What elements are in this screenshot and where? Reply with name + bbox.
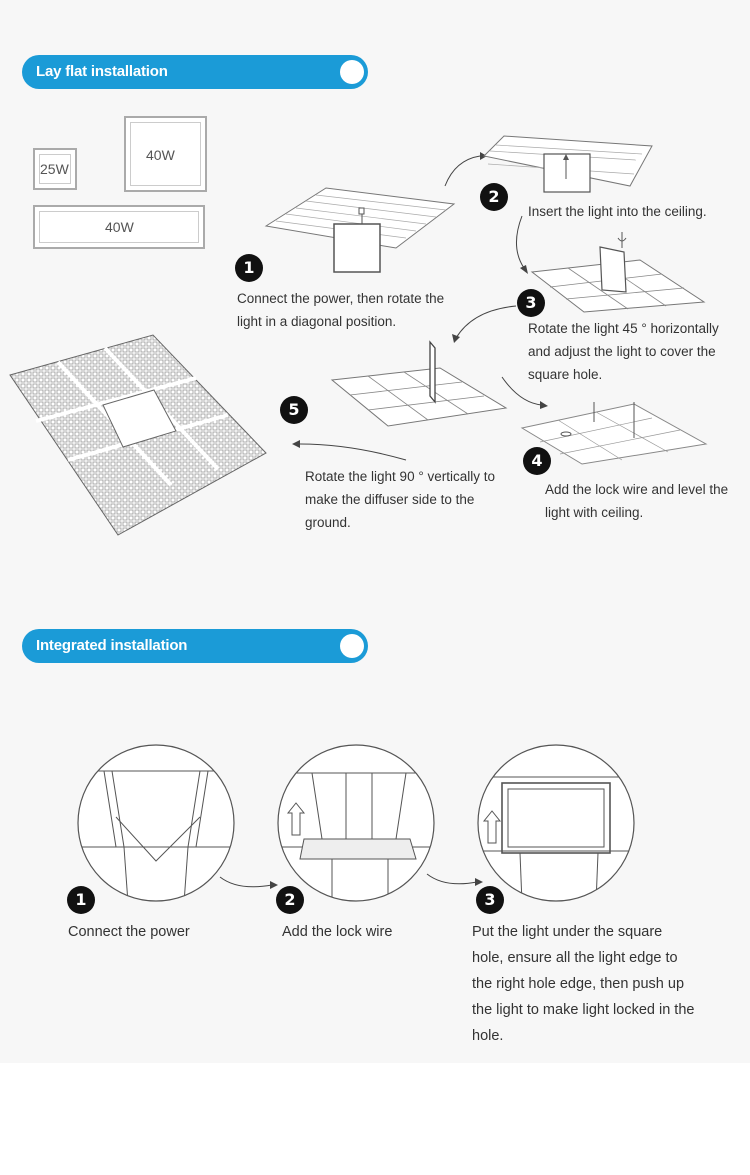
lay-step3-badge: 3: [517, 289, 545, 317]
lay-step2-text: Insert the light into the ceiling.: [528, 204, 707, 219]
int-step1-text: Connect the power: [68, 924, 190, 940]
panel-40w-long: [33, 205, 205, 249]
arrow-1-to-2-icon: [440, 150, 490, 190]
int-arrow-2-icon: [425, 872, 485, 892]
lay-step1-text: Connect the power, then rotate the light in a diagonal position.: [237, 291, 445, 329]
step2-illustration: [484, 134, 654, 196]
arrow-to-ceiling-icon: [290, 436, 410, 466]
lay-step3-text: Rotate the light 45 ° horizontally and adjust the light to cover the square hole.: [528, 321, 719, 382]
lay-flat-banner: [22, 55, 368, 89]
panel-40w-long-label: 40W: [105, 219, 134, 235]
lay-step5-text: Rotate the light 90 ° vertically to make the diffuser side to the ground.: [305, 469, 495, 530]
int-step1-badge: 1: [67, 886, 95, 914]
integrated-banner: [22, 629, 368, 663]
integrated-step2-illustration: [276, 743, 436, 903]
int-step2-badge: 2: [276, 886, 304, 914]
lay-step4-badge: 4: [523, 447, 551, 475]
step1-illustration: [266, 186, 456, 276]
lay-step1-badge: 1: [235, 254, 263, 282]
lay-step4-text: Add the lock wire and level the light with ceiling.: [545, 482, 729, 520]
ceiling-grid-illustration: [8, 335, 268, 535]
panel-25w-label: 25W: [40, 161, 69, 177]
step5-illustration: [332, 340, 508, 428]
lay-flat-title: Lay flat installation: [36, 63, 168, 80]
int-step3-badge: 3: [476, 886, 504, 914]
panel-25w: [33, 148, 77, 190]
panel-40w-square-label: 40W: [146, 147, 175, 163]
lay-step2-badge: 2: [480, 183, 508, 211]
int-step2-text: Add the lock wire: [282, 924, 393, 940]
banner-dot-icon: [340, 60, 364, 84]
step3-illustration: [532, 232, 712, 317]
int-step3-text: Put the light under the square hole, ensure all the light edge to the right hole edge, then push up the light to make light locked in the hole.: [472, 924, 695, 1044]
banner-dot-icon: [340, 634, 364, 658]
integrated-title: Integrated installation: [36, 637, 188, 654]
integrated-step1-illustration: [76, 743, 236, 903]
int-arrow-1-icon: [218, 875, 280, 895]
integrated-step3-illustration: [476, 743, 636, 903]
arrow-3-to-center-icon: [448, 302, 520, 344]
lay-step5-badge: 5: [280, 396, 308, 424]
panel-40w-square: [124, 116, 207, 192]
